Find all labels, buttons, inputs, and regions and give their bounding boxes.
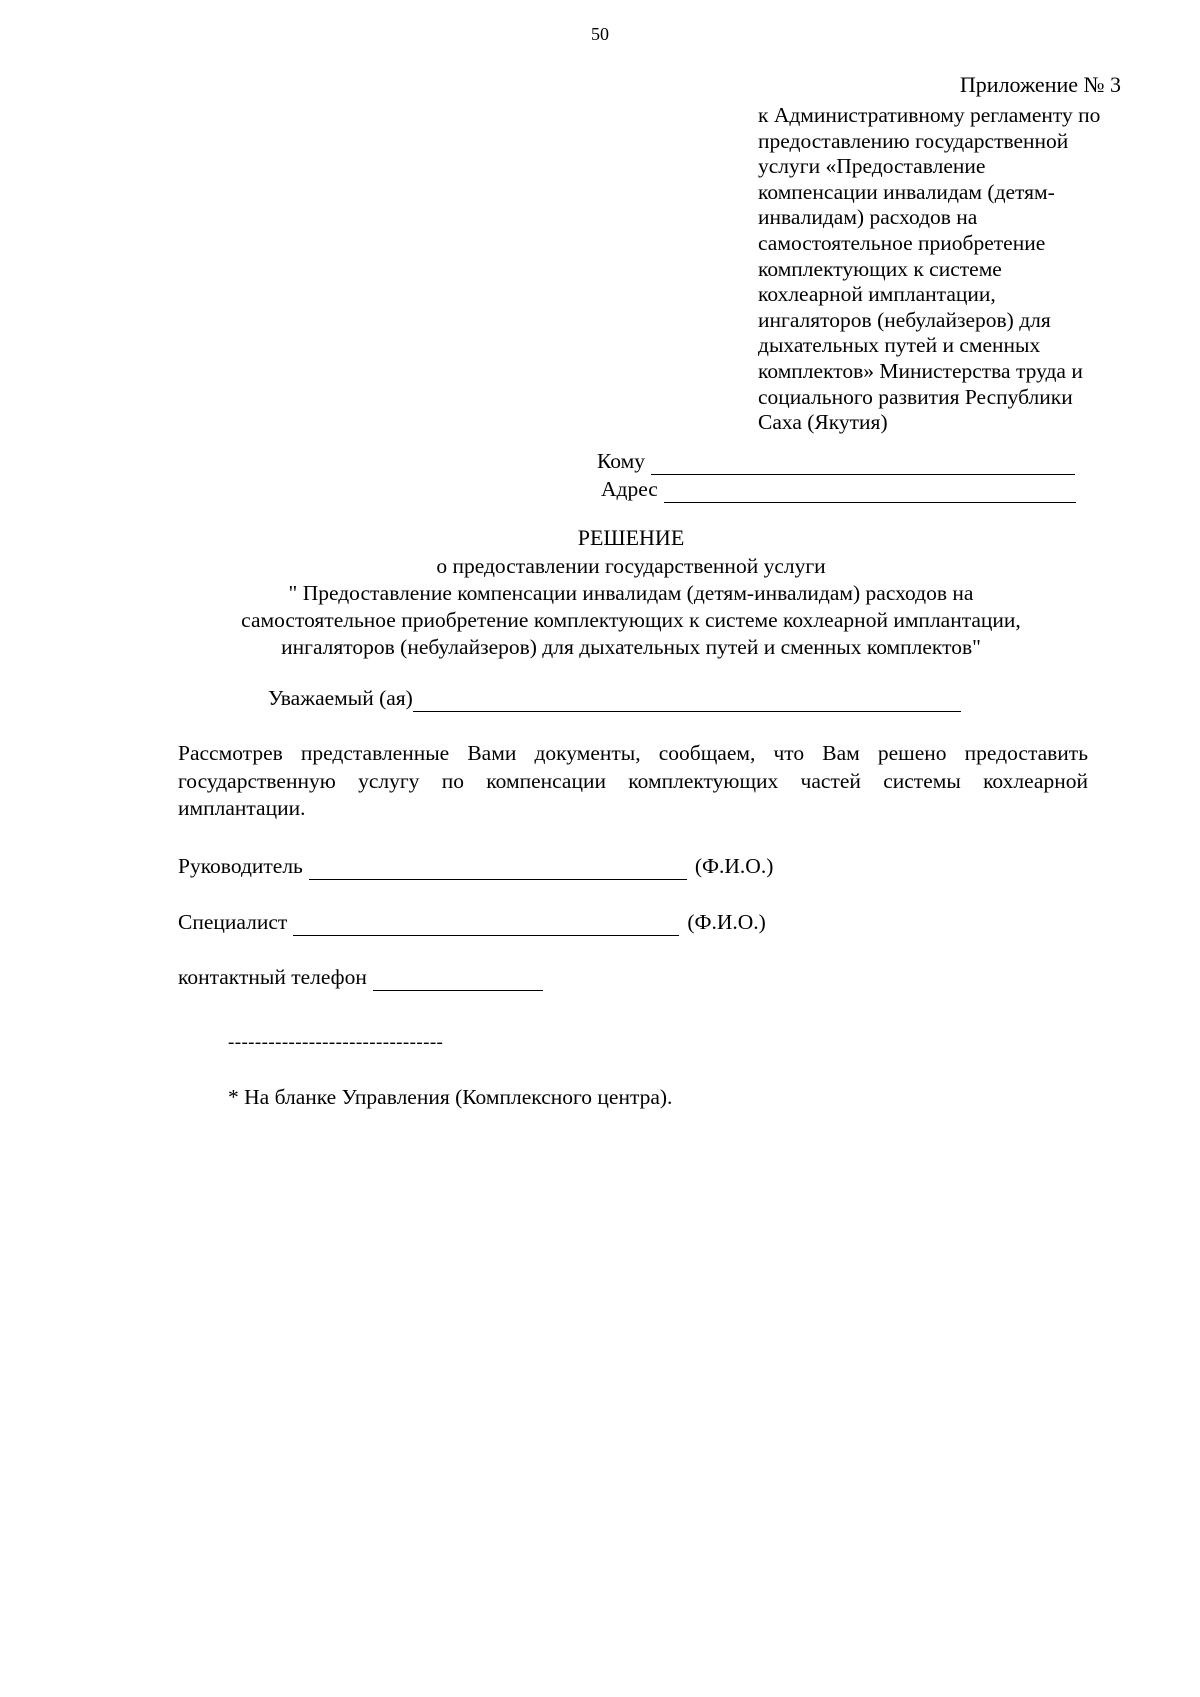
decision-subtitle <box>0 553 1200 661</box>
phone-field[interactable] <box>373 970 543 991</box>
decision-subtitle-line: о предоставлении государственной услуги <box>436 554 826 578</box>
appendix-title: Приложение № 3 <box>959 72 1121 97</box>
appendix-line: кохлеарной имплантации, <box>758 282 996 307</box>
appendix-reference <box>758 103 1138 436</box>
specialist-name-suffix: (Ф.И.О.) <box>687 910 766 934</box>
recipient-address-field[interactable] <box>664 482 1076 503</box>
appendix-line: предоставлению государственной <box>758 128 1069 153</box>
page-number: 50 <box>591 24 609 44</box>
appendix-line: социального развития Республики <box>758 384 1073 409</box>
salutation-label: Уважаемый (ая) <box>268 686 413 710</box>
specialist-label: Специалист <box>178 910 288 934</box>
phone-row <box>178 965 543 991</box>
head-name-suffix: (Ф.И.О.) <box>694 854 774 878</box>
appendix-line: компенсации инвалидам (детям- <box>758 179 1055 204</box>
appendix-line: самостоятельное приобретение <box>758 230 1046 255</box>
appendix-line: Саха (Якутия) <box>758 410 888 435</box>
appendix-line: ингаляторов (небулайзеров) для <box>758 307 1051 332</box>
appendix-line: услуги «Предоставление <box>758 154 986 179</box>
decision-subtitle-line: " Предоставление компенсации инвалидам (детям-инвалидам) расходов на <box>288 581 974 605</box>
decision-subtitle-line: самостоятельное приобретение комплектующих к системе кохлеарной имплантации, <box>241 608 1021 632</box>
salutation-name-field[interactable] <box>413 691 961 712</box>
head-signature-field[interactable] <box>309 859 687 880</box>
body-text: Рассмотрев представленные Вами документы, сообщаем, что Вам решено предоставить государственную услугу по компенсации комплектующих частей системы кохлеарной имплантации. <box>178 741 1088 820</box>
phone-label: контактный телефон <box>178 965 367 989</box>
footnote-separator: -------------------------------- <box>228 1032 444 1053</box>
decision-title: РЕШЕНИЕ <box>577 525 685 550</box>
head-signature-row <box>178 854 773 880</box>
recipient-to-row <box>597 449 1075 475</box>
specialist-signature-field[interactable] <box>293 915 679 936</box>
appendix-line: к Административному регламенту по <box>758 103 1101 127</box>
appendix-line: комплектующих к системе <box>758 256 1002 281</box>
salutation-row <box>268 686 961 712</box>
recipient-address-row <box>601 477 1076 503</box>
specialist-signature-row <box>178 910 766 936</box>
recipient-address-label: Адрес <box>601 477 658 501</box>
recipient-to-label: Кому <box>597 449 645 473</box>
recipient-to-field[interactable] <box>651 454 1075 475</box>
appendix-line: инвалидам) расходов на <box>758 205 978 230</box>
decision-subtitle-line: ингаляторов (небулайзеров) для дыхательных путей и сменных комплектов" <box>281 635 981 659</box>
appendix-line: дыхательных путей и сменных <box>758 333 1041 358</box>
footnote: * На бланке Управления (Комплексного центра). <box>228 1085 673 1109</box>
head-label: Руководитель <box>178 854 303 878</box>
appendix-line: комплектов» Министерства труда и <box>758 358 1083 383</box>
